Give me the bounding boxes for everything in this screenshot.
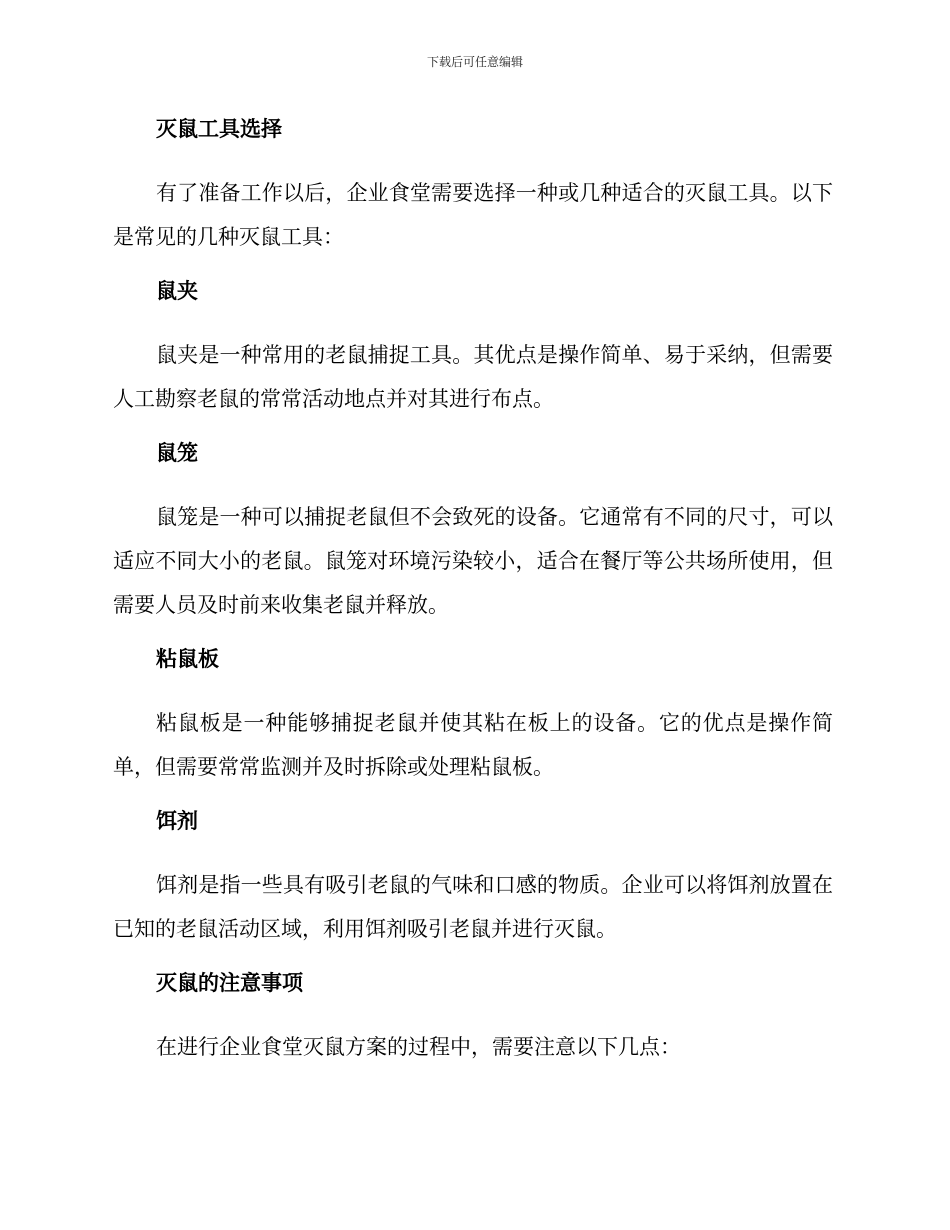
section-paragraph: 粘鼠板是一种能够捕捉老鼠并使其粘在板上的设备。它的优点是操作简单，但需要常常监测并及时拆除或处理粘鼠板。 <box>113 711 833 779</box>
section-paragraph: 饵剂是指一些具有吸引老鼠的气味和口感的物质。企业可以将饵剂放置在已知的老鼠活动区域，利用饵剂吸引老鼠并进行灭鼠。 <box>113 873 833 941</box>
section-heading: 粘鼠板 <box>156 647 219 671</box>
section-paragraph: 鼠笼是一种可以捕捉老鼠但不会致死的设备。它通常有不同的尺寸，可以适应不同大小的老鼠。鼠笼对环境污染较小，适合在餐厅等公共场所使用，但需要人员及时前来收集老鼠并释放。 <box>113 505 833 617</box>
section-paragraph: 在进行企业食堂灭鼠方案的过程中，需要注意以下几点： <box>156 1035 681 1059</box>
section-heading: 鼠笼 <box>156 441 198 465</box>
section-heading: 鼠夹 <box>156 279 198 303</box>
page-header: 下载后可任意编辑 <box>426 55 523 69</box>
section-paragraph: 鼠夹是一种常用的老鼠捕捉工具。其优点是操作简单、易于采纳，但需要人工勘察老鼠的常常活动地点并对其进行布点。 <box>113 343 833 411</box>
section-paragraph: 有了准备工作以后，企业食堂需要选择一种或几种适合的灭鼠工具。以下是常见的几种灭鼠工具： <box>113 181 833 249</box>
section-heading: 灭鼠的注意事项 <box>156 971 303 995</box>
section-heading: 灭鼠工具选择 <box>156 117 282 141</box>
document-body <box>113 113 833 1069</box>
section-heading: 饵剂 <box>156 809 198 833</box>
